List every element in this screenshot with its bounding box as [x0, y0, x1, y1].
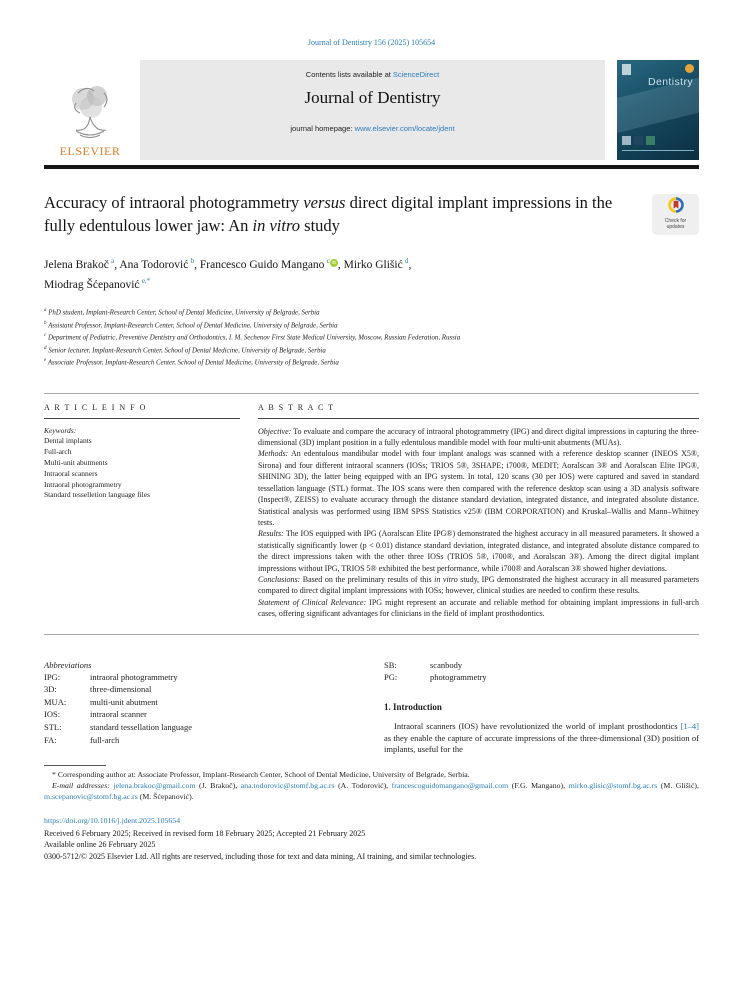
abbr-def: photogrammetry — [430, 672, 487, 683]
check-for-updates-label — [665, 219, 686, 231]
email-owner: (M. Šćepanović). — [137, 791, 194, 801]
abbr-key: SB: — [384, 659, 397, 670]
section-divider — [44, 634, 699, 635]
corresponding-author-note — [44, 770, 699, 781]
received-dates: Received 6 February 2025; Received in revised form 18 February 2025; Accepted 21 February 2025 — [44, 828, 366, 838]
author-name: Ana Todorović — [119, 259, 189, 272]
abbreviations-column — [44, 659, 362, 757]
title-block — [44, 191, 699, 238]
abstract-heading: A B S T R A C T — [258, 402, 335, 412]
author — [344, 259, 412, 271]
author-name: Francesco Guido Mangano — [199, 259, 325, 272]
abbr-key: MUA: — [44, 696, 67, 707]
affiliation — [44, 306, 699, 319]
email-link[interactable]: jelena.brakoc@gmail.com — [113, 780, 196, 790]
copyright-line: 0300-5712/© 2025 Elsevier Ltd. All rights are reserved, including those for text and data mining, AI training, and similar technologies. — [44, 851, 477, 861]
abstract-label: Objective: — [258, 426, 292, 436]
abbreviation-row — [44, 696, 362, 709]
masthead-rule — [44, 165, 699, 169]
author-affil-sup: d — [405, 257, 409, 266]
journal-homepage-link[interactable]: www.elsevier.com/locate/jdent — [354, 124, 455, 133]
keyword: Full-arch — [44, 447, 72, 457]
author-name: Mirko Glišić — [343, 259, 403, 272]
abstract-text: The IOS equipped with IPG (Aoralscan Elite IPG®) demonstrated the highest accuracy in all measured parameters. It showed a statistically significantly lower (p < 0.01) distance standard deviation, integrated distance, and integrated absolute distance compared to the direct impressions taken with the other three IOSs (TRIOS 5®, i700®, and Aoralscan 3®). Among the direct digital implant impressions without IPG, TRIOS 5® exhibited the best performance, while i700® and Aoralscan 3® showed higher deviations. — [258, 529, 699, 573]
affiliation-list — [44, 306, 699, 369]
abbr-def: full-arch — [90, 734, 120, 745]
affil-sup: e — [44, 358, 47, 364]
homepage-line — [140, 124, 605, 133]
keyword: Dental implants — [44, 436, 92, 446]
affil-sup: b — [44, 320, 47, 326]
author — [44, 279, 150, 291]
cover-thumb-square — [634, 136, 643, 145]
abbr-key: 3D: — [44, 684, 57, 695]
affil-sup: d — [44, 345, 47, 351]
cover-thumb-square — [646, 136, 655, 145]
cover-badge-icon — [685, 64, 694, 73]
abstract-column — [258, 403, 699, 620]
check-for-updates-badge[interactable] — [652, 194, 699, 235]
affil-text: Associate Professor, Implant-Research Center, School of Dental Medicine, University of Belgrade, Serbia — [46, 359, 339, 367]
abstract-text: study, IPG demonstrated the highest accuracy in all measured parameters compared to direct digital implant impressions with IOSs; however, clinical studies are needed to confirm these results. — [258, 574, 699, 596]
abstract-body — [258, 426, 699, 620]
footnote-text: Corresponding author at: Associate Professor, Implant-Research Center, School of Dental Medicine, University of Belgrade, Serbia. — [57, 770, 470, 780]
footnote-block — [44, 770, 699, 802]
journal-masthead — [44, 60, 699, 160]
abstract-text: IPG might represent an accurate and reliable method for obtaining implant impressions in full-arch cases, offering significant advantages for clinicians in the field of implant prosthodontics. — [258, 597, 699, 619]
email-link[interactable]: m.scepanovic@stomf.bg.ac.rs — [44, 791, 138, 801]
elsevier-wordmark: ELSEVIER — [59, 144, 121, 158]
elsevier-tree-icon — [62, 81, 118, 144]
email-addresses-note — [44, 781, 699, 803]
abbr-def: multi-unit abutment — [90, 696, 158, 707]
affil-text: Senior lecturer, Implant-Research Center, School of Dental Medicine, University of Belgrade, Serbia — [46, 346, 326, 354]
author-name: Jelena Brakoč — [44, 259, 109, 272]
available-online: Available online 26 February 2025 — [44, 840, 156, 850]
affiliation — [44, 319, 699, 332]
keyword: Intraoral scanners — [44, 468, 98, 478]
abbr-def: intraoral photogrammetry — [90, 671, 178, 682]
abstract-text: To evaluate and compare the accuracy of intraoral photogrammetry (IPG) and direct digital impressions in capturing the three-dimensional (3D) implant position in a fully edentulous mandible model with four multi-unit abutments (MUAs). — [258, 426, 699, 448]
sciencedirect-link[interactable]: ScienceDirect — [392, 70, 440, 79]
running-head-citation: Journal of Dentistry 156 (2025) 105654 — [307, 38, 436, 47]
intro-text: as they enable the capture of accurate impressions of the three-dimensional (3D) position of implants, useful for the — [384, 732, 699, 755]
masthead-center-panel — [140, 60, 605, 160]
badge-line1: Check for — [664, 218, 687, 225]
affil-text: Department of Pediatric, Preventive Dentistry and Orthodontics, I. M. Sechenov First State Medical University, Moscow, Russian Federation, Russia — [46, 334, 461, 342]
keyword: Intraoral photogrammetry — [44, 479, 122, 489]
abbr-def: standard tessellation language — [90, 721, 192, 732]
abbreviation-row — [44, 708, 362, 721]
abbreviations-heading: Abbreviations — [44, 659, 92, 670]
email-link[interactable]: francescoguidomangano@gmail.com — [391, 780, 509, 790]
abbr-key: STL: — [44, 721, 62, 732]
heading-rule — [44, 418, 240, 419]
abstract-label: Statement of Clinical Relevance: — [258, 597, 367, 607]
affiliation — [44, 356, 699, 369]
intro-text: Intraoral scanners (IOS) have revolutionized the world of implant prosthodontics — [394, 720, 681, 731]
doi-line — [44, 816, 699, 825]
keywords-label: Keywords: — [44, 425, 77, 435]
affil-sup: c — [44, 333, 47, 339]
author — [119, 259, 200, 271]
orcid-icon[interactable]: iD — [331, 259, 336, 265]
author-separator: , — [337, 259, 344, 272]
abbreviation-row — [44, 721, 362, 734]
abbr-key: IPG: — [44, 671, 61, 682]
heading-rule — [258, 418, 699, 419]
affil-sup: a — [44, 308, 47, 314]
cover-title: Dentistry — [647, 76, 693, 88]
abbreviation-row — [384, 659, 699, 672]
affiliation — [44, 344, 699, 357]
abbr-def: intraoral scanner — [90, 709, 147, 720]
abbreviation-row — [384, 671, 699, 684]
author — [200, 259, 344, 271]
affiliation — [44, 331, 699, 344]
abstract-text: An edentulous mandibular model with four implant analogs was scanned with a reference desktop scanner (INEOS X5®, Sirona) and four different intraoral scanners (IOSs; TRIOS 5®, 3SHAPE; i700®, MEDIT; Aoralscan 3® and Aoralscan Elite IPG®, SHINING 3D), the latter being equipped with an IPG system. In total, 120 scans (30 per IOS) were captured and saved in standard tessellation language (STL) format. The IOS scans were then compared with the reference desktop scan using a 3D analysis software (Inspect®, ZEISS) to evaluate accuracy through the distance standard deviation, integrated distance, and integrated absolute distance. Statistical analysis was performed using IBM SPSS Statistics v25® (IBM CORPORATION) and Kruskal–Wallis and Mann–Whitney tests. — [258, 449, 699, 527]
author-affil-sup: e,* — [141, 277, 151, 286]
email-link[interactable]: ana.todorovic@stomf.bg.ac.rs — [240, 780, 335, 790]
journal-cover-thumbnail[interactable] — [617, 60, 699, 160]
homepage-label: journal homepage: — [290, 124, 355, 133]
title-text: direct digital implant impressions in the fully edentulous lower jaw: An — [44, 192, 613, 235]
cover-image-strip — [622, 136, 655, 145]
author-name: Miodrag Šćepanović — [44, 279, 140, 292]
keywords-block — [44, 426, 240, 502]
article-info-column — [44, 403, 240, 620]
abstract-label: Methods: — [258, 449, 289, 459]
abstract-results — [258, 528, 699, 574]
abstract-text: Based on the preliminary results of this — [300, 574, 435, 584]
article-history — [44, 828, 699, 863]
email-link[interactable]: mirko.glisic@stomf.bg.ac.rs — [568, 780, 658, 790]
author-affil-sup: c — [326, 257, 330, 266]
affil-text: Assistant Professor, Implant-Research Center, School of Dental Medicine, University of Belgrade, Serbia — [46, 321, 338, 329]
author-affil-sup: a — [111, 257, 115, 266]
title-italic: versus — [303, 192, 346, 212]
email-owner: (M. Glišić), — [657, 780, 699, 790]
body-columns — [44, 659, 699, 757]
abstract-objective — [258, 426, 699, 449]
footnote-marker: * — [52, 770, 58, 780]
info-abstract-section — [44, 403, 699, 620]
author — [44, 259, 119, 271]
title-text: study — [300, 216, 340, 235]
author-separator: , — [114, 259, 120, 272]
citation-link[interactable]: [1–4] — [680, 720, 699, 731]
abstract-label: Results: — [258, 529, 284, 539]
abstract-label: Conclusions: — [258, 574, 301, 584]
badge-line2: updates — [666, 224, 685, 230]
article-title — [44, 191, 616, 238]
affil-text: PhD student, Implant-Research Center, School of Dental Medicine, University of Belgrade, Serbia — [46, 309, 320, 317]
abbreviation-row — [44, 671, 362, 684]
author-affil-sup: b — [190, 257, 195, 266]
contents-text: Contents lists available at — [305, 70, 393, 79]
abbr-key: PG: — [384, 672, 398, 683]
cover-thumb-square — [622, 136, 631, 145]
abbr-def: scanbody — [430, 659, 463, 670]
abbr-key: FA: — [44, 734, 57, 745]
footnote-rule — [44, 765, 106, 766]
abstract-italic: in vitro — [434, 574, 458, 584]
introduction-heading: 1. Introduction — [384, 701, 442, 712]
email-label: E-mail addresses: — [52, 780, 114, 790]
cover-publisher-logo — [622, 64, 631, 75]
abstract-methods — [258, 448, 699, 528]
email-owner: (F.G. Mangano), — [508, 780, 569, 790]
author-separator: , — [408, 259, 412, 272]
doi-link[interactable]: https://doi.org/10.1016/j.jdent.2025.105654 — [44, 815, 181, 825]
email-owner: (J. Brakoč), — [195, 780, 241, 790]
journal-title: Journal of Dentistry — [304, 88, 441, 107]
keyword: Standard tesselletion language files — [44, 490, 151, 500]
introduction-column — [384, 659, 699, 757]
author-separator: , — [194, 259, 200, 272]
contents-line — [140, 70, 605, 79]
introduction-paragraph — [384, 721, 699, 756]
article-info-heading: A R T I C L E I N F O — [44, 402, 147, 412]
email-owner: (A. Todorović), — [334, 780, 392, 790]
abbr-def: three-dimensional — [90, 684, 152, 695]
cover-divider — [622, 150, 694, 152]
elsevier-logo — [44, 60, 136, 160]
abstract-conclusions — [258, 574, 699, 597]
abbr-key: IOS: — [44, 709, 61, 720]
abbreviation-row — [44, 734, 362, 747]
section-divider — [44, 393, 699, 394]
keyword: Multi-unit abutments — [44, 458, 108, 468]
title-text: Accuracy of intraoral photogrammetry — [44, 192, 304, 212]
abstract-relevance — [258, 597, 699, 620]
abbreviation-row — [44, 683, 362, 696]
check-for-updates-icon — [668, 197, 684, 218]
author-list — [44, 254, 699, 294]
title-italic: in vitro — [252, 216, 301, 235]
